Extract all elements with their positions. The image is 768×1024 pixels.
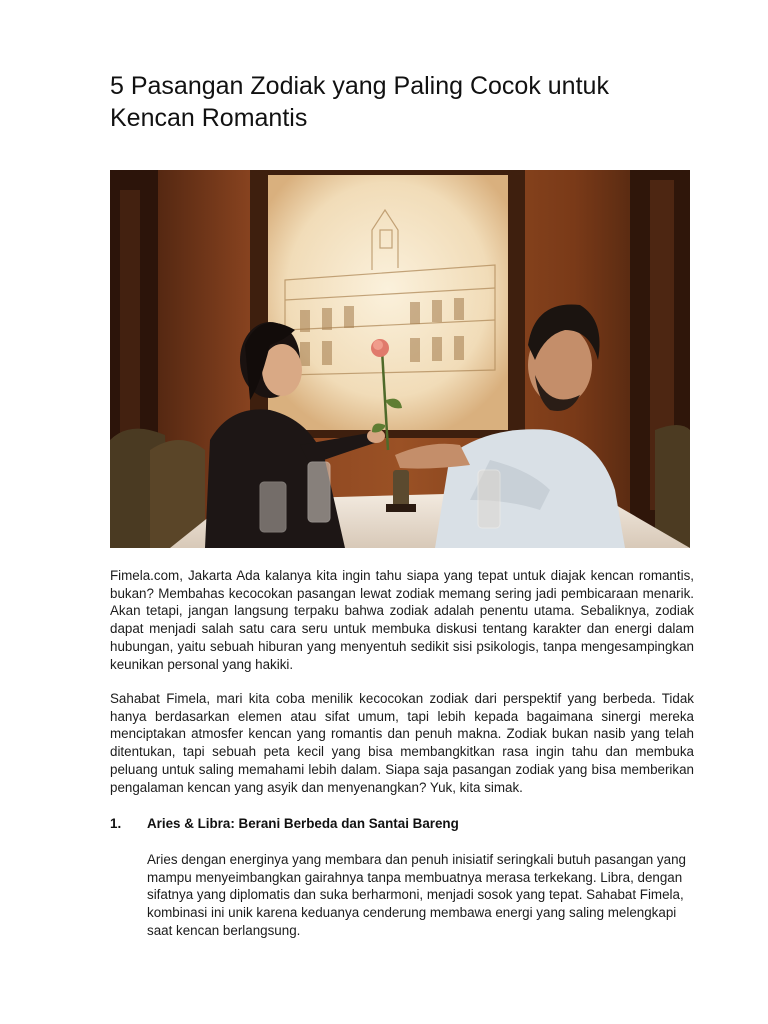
intro-paragraph: Fimela.com, Jakarta Ada kalanya kita ingin tahu siapa yang tepat untuk diajak kencan romantis, bukan? Membahas kecocokan pasangan lewat zodiak memang sering jadi pembicaraan menarik. Akan tetapi, jangan langsung terpaku bahwa zodiak adalah penentu utama. Sebaliknya, zodiak dapat menjadi salah satu cara seru untuk membuka diskusi tentang karakter dan energi dalam hubungan, yaitu sebuah hiburan yang menyentuh sedikit sisi psikologis, tanpa mengesampingkan keunikan personal yang hakiki.: [110, 568, 694, 672]
list-number: 1.: [110, 816, 122, 831]
list-item-1-body: Aries dengan energinya yang membara dan penuh inisiatif seringkali butuh pasangan yang mampu menyeimbangkan gairahnya tanpa membuatnya merasa terkekang. Libra, dengan sifatnya yang diplomatis dan suka berharmoni, menjadi sosok yang tepat. Sahabat Fimela, kombinasi ini unik karena keduanya cenderung membawa energi yang saling melengkapi saat kencan berlangsung.: [147, 852, 686, 938]
list-heading: Aries & Libra: Berani Berbeda dan Santai Bareng: [147, 816, 459, 831]
article-title: 5 Pasangan Zodiak yang Paling Cocok untuk Kencan Romantis: [110, 72, 609, 132]
second-paragraph: Sahabat Fimela, mari kita coba menilik kecocokan zodiak dari perspektif yang berbeda. Tidak hanya berdasarkan elemen atau sifat umum, tapi lebih kepada bagaimana sinergi mereka menciptakan atmosfer kencan yang romantis dan penuh makna. Zodiak bukan nasib yang telah ditentukan, tapi sebuah peta kecil yang bisa membangkitkan rasa ingin tahu dan membuka peluang untuk saling memahami lebih dalam. Siapa saja pasangan zodiak yang bisa memberikan pengalaman kencan yang asyik dan menyenangkan? Yuk, kita simak.: [110, 691, 694, 795]
hero-photo-romantic-dinner: [110, 170, 690, 548]
